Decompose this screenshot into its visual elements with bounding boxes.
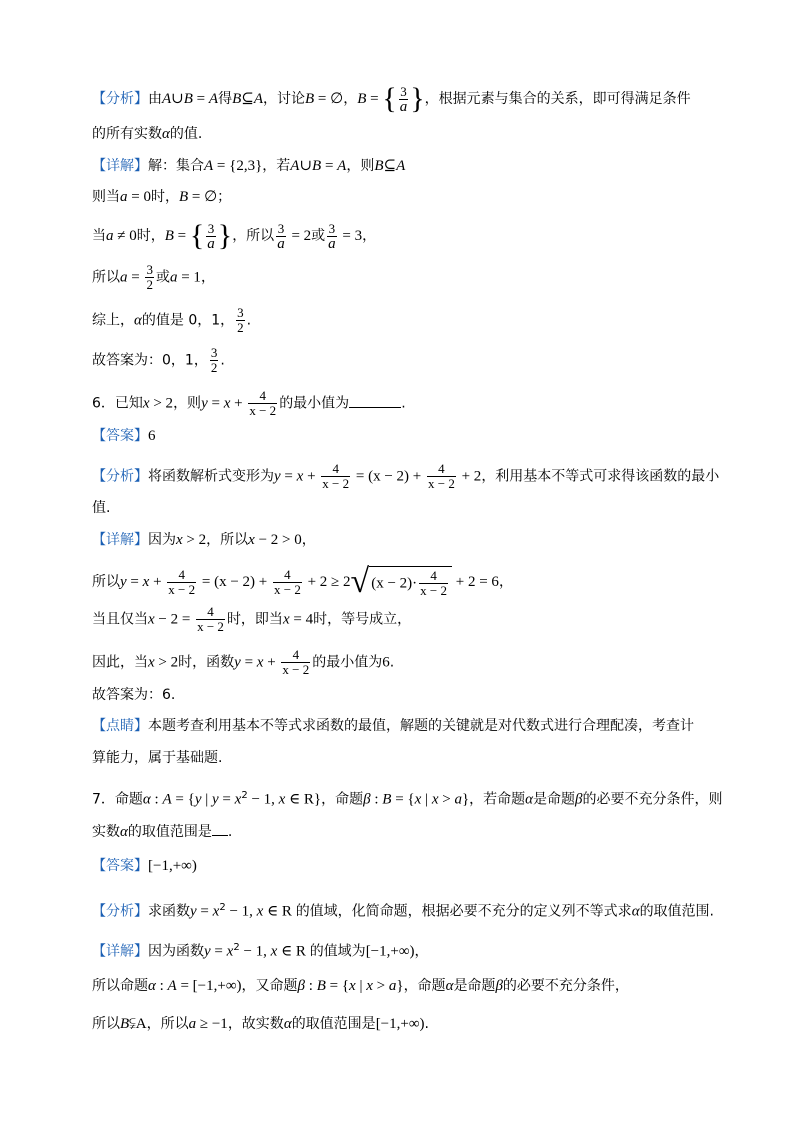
q7-line2: 所以命题α : A = [−1,+∞)，又命题β : B = {x | x > a}，命题α是命题β的必要不充分条件，	[92, 978, 629, 994]
q7-stem: 7．命题α : A = {y | $y = x^2 - 1$, x ∈ R}，命题β : B = {x | x > a}，若命题α是命题β的必要不充分条件，则	[92, 790, 723, 808]
detail-tag: 【详解】	[92, 532, 148, 548]
answer-blank[interactable]	[212, 835, 228, 836]
q7-stem2: 实数α的取值范围是 .	[92, 824, 233, 840]
q6-comment-line1: 【点睛】本题考查利用基本不等式求函数的最值，解题的关键就是对代数式进行合理配凑，考查计	[92, 718, 694, 734]
q6-line2: 所以y = x + $\frac{4}{x - 2}$ = (x − 2) + $\frac{4}{x - 2}$ + 2 ≥ 2√ (x − 2)· $\frac{4}{x - 2}$ + 2 = 6，	[92, 563, 513, 600]
q5-line4: 当a ≠ 0时，B = { $\frac{3}{a}$ }，所以 $\frac{3}{a}$ = 2或 $\frac{3}{a}$ = 3，	[92, 219, 377, 252]
detail-tag: 【详解】	[92, 158, 148, 174]
q5-line6: 综上，α的值是 0，1， $\frac{3}{2}$ .	[92, 305, 252, 335]
q5-analysis-line1: 【分析】由A∪B = A得B⊆A，讨论B = ∅，B = { $\frac{3}{a}$ }，根据元素与集合的关系，即可得满足条件	[92, 82, 691, 115]
answer-blank[interactable]	[349, 407, 401, 408]
comment-tag: 【点睛】	[92, 718, 148, 734]
q7-detail-line1: 【详解】因为函数$y = x^2 - 1$, x ∈ R 的值域为[−1,+∞)，	[92, 942, 429, 960]
q7-line3: 所以B⫋A，所以a ≥ −1，故实数α的取值范围是[−1,+∞).	[92, 1016, 429, 1032]
answer-tag: 【答案】	[92, 428, 148, 444]
q6-analysis-line1: 【分析】将函数解析式变形为y = x + $\frac{4}{x - 2}$ = (x − 2) + $\frac{4}{x - 2}$ + 2，利用基本不等式可求得该函数的最小	[92, 461, 720, 491]
q7-answer: 【答案】[−1,+∞)	[92, 858, 197, 874]
analysis-tag: 【分析】	[92, 91, 148, 107]
q6-stem: 6．已知x > 2，则y = x + $\frac{4}{x - 2}$ 的最小值为 .	[92, 388, 406, 418]
q5-analysis-line2: 的所有实数α的值.	[92, 126, 203, 142]
answer-tag: 【答案】	[92, 858, 148, 874]
q6-line3: 当且仅当x − 2 = $\frac{4}{x - 2}$ 时，即当x = 4时，等号成立，	[92, 604, 412, 634]
q6-detail-line1: 【详解】因为x > 2，所以x − 2 > 0，	[92, 532, 316, 548]
q5-line3: 则当a = 0时，B = ∅；	[92, 189, 232, 205]
q6-comment-line2: 算能力，属于基础题.	[92, 750, 223, 766]
q6-line5: 故答案为：6.	[92, 687, 176, 703]
q7-analysis: 【分析】求函数$y = x^2 - 1$, x ∈ R 的值域，化简命题，根据必要不充分的定义列不等式求α的取值范围.	[92, 902, 715, 920]
q5-detail-line1: 【详解】解：集合A = {2,3}，若A∪B = A，则B⊆A	[92, 158, 406, 174]
q6-answer: 【答案】6	[92, 428, 156, 444]
analysis-tag: 【分析】	[92, 468, 148, 485]
q5-line7: 故答案为：0，1， $\frac{3}{2}$ .	[92, 345, 225, 375]
detail-tag: 【详解】	[92, 943, 148, 960]
q6-line4: 因此，当x > 2时，函数y = x + $\frac{4}{x - 2}$ 的最小值为6.	[92, 647, 395, 677]
q5-line5: 所以a = $\frac{3}{2}$ 或a = 1，	[92, 262, 215, 292]
q6-analysis-line2: 值.	[92, 500, 111, 516]
analysis-tag: 【分析】	[92, 903, 148, 920]
